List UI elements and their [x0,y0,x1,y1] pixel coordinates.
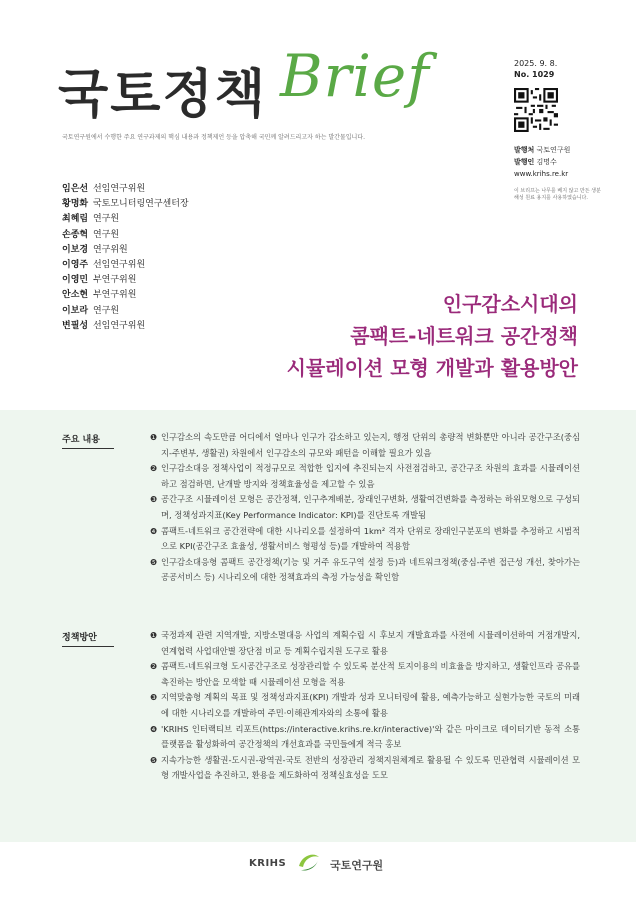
website-link[interactable]: www.krihs.re.kr [514,170,569,178]
title-line-3: 시뮬레이션 모형 개발과 활용방안 [286,356,578,380]
title-line-1: 인구감소시대의 [442,292,578,316]
author-name: 황명화 [62,199,89,210]
krihs-logo-icon [296,849,322,875]
footer-org-en: KRIHS [249,858,287,869]
author-entry [62,212,189,227]
author-title: 선임연구위원 [92,260,146,271]
list-item [150,690,580,721]
author-name: 손종혁 [62,229,89,240]
section-label-main: 주요 내용 [62,432,114,449]
bullet-number: ❹ [150,724,158,734]
author-entry [62,273,189,288]
author-name: 임은선 [62,184,89,194]
item-text: 콤팩트-네트워크 공간전략에 대한 시나리오를 설정하여 1km² 격자 단위로 장래인구분포의 변화를 추정하고 시범적으로 KPI(공간구조 효율성, 생활서비스 형평성 등)를 개발하여 적용함 [161,525,580,552]
policy-items-list [150,628,580,784]
bullet-number: ❺ [150,557,158,567]
bullet-number: ❷ [150,464,158,474]
qr-code-icon[interactable] [514,88,558,132]
author-entry [62,197,189,212]
publisher-info [514,144,570,180]
list-item [150,628,580,659]
author-title: 부연구위원 [92,275,137,286]
author-title: 연구원 [92,229,120,240]
bullet-number: ❺ [150,755,158,765]
issue-date: 2025. 9. 8. [514,59,558,68]
author-list [62,182,189,334]
item-text: 인구감소의 속도만큼 어디에서 얼마나 인구가 감소하고 있는지, 행정 단위의 총량적 변화뿐만 아니라 공간구조(중심지-주변부, 생활권) 차원에서 인구감소의 규모와 패턴을 이해할 필요가 있음 [161,432,580,458]
author-entry [62,182,189,197]
author-entry [62,288,189,303]
author-name: 최혜림 [62,214,89,225]
author-entry [62,258,189,273]
item-text: 지속가능한 생활권-도시권-광역권-국토 전반의 성장관리 정책지원체계로 활용될 수 있도록 민관협력 시뮬레이션 모형 개발사업을 추진하고, 환용을 제도화하여 정책실효성을 도모 [161,754,580,781]
list-item [150,753,580,784]
list-item [150,461,580,492]
author-title: 부연구위원 [92,290,137,301]
bullet-number: ❸ [150,495,158,505]
author-title: 연구원 [92,305,120,316]
list-item [150,430,580,461]
author-title: 연구원 [92,214,120,225]
author-name: 이영민 [62,275,89,286]
author-title: 선임연구위원 [92,320,146,331]
tagline: 국토연구원에서 수행한 주요 연구과제의 핵심 내용과 정책제언 등을 압축해 국민께 알려드리고자 하는 발간물입니다. [62,134,366,141]
masthead-korean: 국토정책 [58,64,267,125]
author-entry [62,228,189,243]
publisher-value: 국토연구원 [536,146,571,154]
list-item [150,659,580,690]
main-items-list [150,430,580,586]
bullet-number: ❹ [150,526,158,536]
author-title: 국토모니터링연구센터장 [92,199,189,210]
author-entry [62,319,189,334]
list-item [150,722,580,753]
author-title: 연구위원 [92,244,128,255]
author-title: 선임연구위원 [92,184,146,194]
list-item [150,555,580,586]
author-name: 이보라 [62,305,89,316]
author-entry [62,304,189,319]
publisher-label: 발행처 [514,146,535,154]
bullet-number: ❷ [150,662,158,672]
item-text: 공간구조 시뮬레이션 모형은 공간정책, 인구추계배분, 장래인구변화, 생활여건변화를 측정하는 하위모형으로 구성되며, 정책성과지표(Key Performance Indicator: KPI)를 진단토록 개발됨 [161,494,580,520]
list-item [150,524,580,555]
footer-org-ko: 국토연구원 [330,859,384,872]
author-name: 안소현 [62,290,89,301]
item-text: 'KRIHS 인터랙티브 리포트(https://interactive.krihs.re.kr/interactive)'와 같은 마이크로 데이터기반 동적 소통플랫폼을 활성화하여 공간정책의 개선효과를 국민들에게 적극 홍보 [161,723,580,750]
author-name: 이보경 [62,244,89,255]
item-text: 인구감소대응형 콤팩트 공간정책(기능 및 거주 유도구역 설정 등)과 네트워크정책(중심-주변 접근성 개선, 찾아가는 공공서비스 등) 시나리오에 대한 정책효과의 측정 가능성을 확인함 [161,556,580,583]
bullet-number: ❶ [150,433,158,442]
item-text: 콤팩트-네트워크형 도시공간구조로 성장관리할 수 있도록 분산적 토지이용의 비효율을 방지하고, 생활인프라 공유를 촉진하는 방안을 모색할 때 시뮬레이션 모형을 적용 [161,661,581,687]
author-name: 변필성 [62,320,89,331]
author-name: 이영주 [62,260,89,271]
bullet-number: ❸ [150,693,158,703]
report-title [287,288,578,384]
bullet-number: ❶ [150,631,158,640]
issuer-value: 김명수 [536,158,557,166]
title-line-2: 콤팩트-네트워크 공간정책 [350,324,578,348]
author-entry [62,243,189,258]
section-label-policy: 정책방안 [62,630,114,647]
item-text: 국정과제 관련 지역개발, 지방소멸대응 사업의 계획수립 시 후보지 개발효과를 사전에 시뮬레이션하여 거점개발지, 연계협력 사업대안별 장단점 비교 등 계획수립지원 도구로 활용 [161,630,580,656]
paper-note: 이 브리프는 나무를 베지 않고 만든 생분해성 원료 용지를 사용하였습니다. [514,188,601,201]
issue-info [514,58,557,80]
issuer-label: 발행인 [514,158,535,166]
item-text: 인구감소대응 정책사업이 적정규모로 적합한 입지에 추진되는지 사전점검하고, 공간구조 차원의 효과를 시뮬레이션하고 점검하면, 난개발 방지와 정책효율성을 제고할 수 있음 [161,463,580,489]
masthead-brief: Brief [280,42,430,110]
list-item [150,492,580,523]
item-text: 지역맞춤형 계획의 목표 및 정책성과지표(KPI) 개발과 성과 모니터링에 활용, 예측가능하고 실현가능한 국토의 미래에 대한 시나리오를 개발하여 주민·이해관계자와의 소통에 활용 [161,692,580,718]
issue-number: No. 1029 [514,70,555,79]
